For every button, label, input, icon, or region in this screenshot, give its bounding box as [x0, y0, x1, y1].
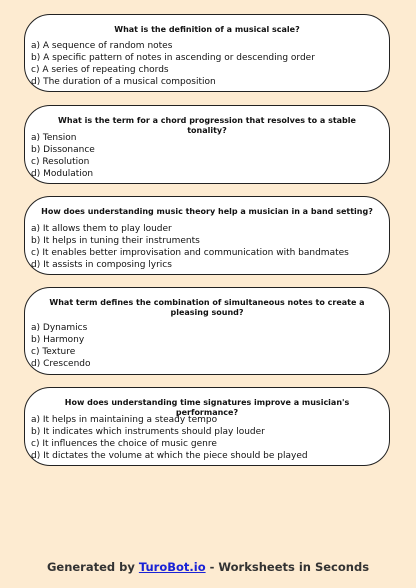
answer-option: a) A sequence of random notes — [31, 41, 173, 51]
answer-option: d) It assists in composing lyrics — [31, 260, 172, 270]
question-card — [24, 387, 390, 466]
answer-options — [31, 40, 315, 88]
answer-option: d) Crescendo — [31, 359, 91, 369]
answer-option: c) A series of repeating chords — [31, 65, 169, 75]
turobot-link[interactable]: TuroBot.io — [138, 560, 206, 574]
footer — [0, 560, 416, 574]
question-text: What term defines the combination of simultaneous notes to create a pleasing sound? — [49, 298, 365, 317]
answer-option: b) Dissonance — [31, 145, 95, 155]
answer-options — [31, 223, 349, 271]
question-card — [24, 196, 390, 275]
answer-option: c) It influences the choice of music genre — [31, 439, 217, 449]
answer-option: b) Harmony — [31, 335, 85, 345]
answer-option: a) It allows them to play louder — [31, 224, 172, 234]
answer-option: c) Texture — [31, 347, 76, 357]
question-text: How does understanding time signatures improve a musician's performance? — [64, 398, 350, 417]
question-card — [24, 105, 390, 184]
answer-option: b) It indicates which instruments should play louder — [31, 427, 265, 437]
answer-options — [31, 414, 308, 462]
answer-option: d) The duration of a musical composition — [31, 77, 216, 87]
question-card — [24, 287, 390, 375]
answer-option: a) Tension — [31, 133, 77, 143]
answer-option: a) Dynamics — [31, 323, 88, 333]
answer-option: c) It enables better improvisation and communication with bandmates — [31, 248, 349, 258]
question-card — [24, 14, 390, 92]
answer-option: b) A specific pattern of notes in ascending or descending order — [31, 53, 315, 63]
footer-prefix: Generated by — [46, 560, 139, 574]
question-text: What is the definition of a musical scale? — [114, 25, 300, 34]
answer-options — [31, 132, 95, 180]
answer-option: d) It dictates the volume at which the piece should be played — [31, 451, 308, 461]
answer-option: c) Resolution — [31, 157, 90, 167]
answer-option: a) It helps in maintaining a steady tempo — [31, 415, 218, 425]
footer-suffix: - Worksheets in Seconds — [205, 560, 370, 574]
answer-options — [31, 322, 91, 370]
question-text: What is the term for a chord progression that resolves to a stable tonality? — [58, 116, 356, 135]
answer-option: d) Modulation — [31, 169, 94, 179]
answer-option: b) It helps in tuning their instruments — [31, 236, 200, 246]
question-text: How does understanding music theory help a musician in a band setting? — [41, 207, 373, 216]
